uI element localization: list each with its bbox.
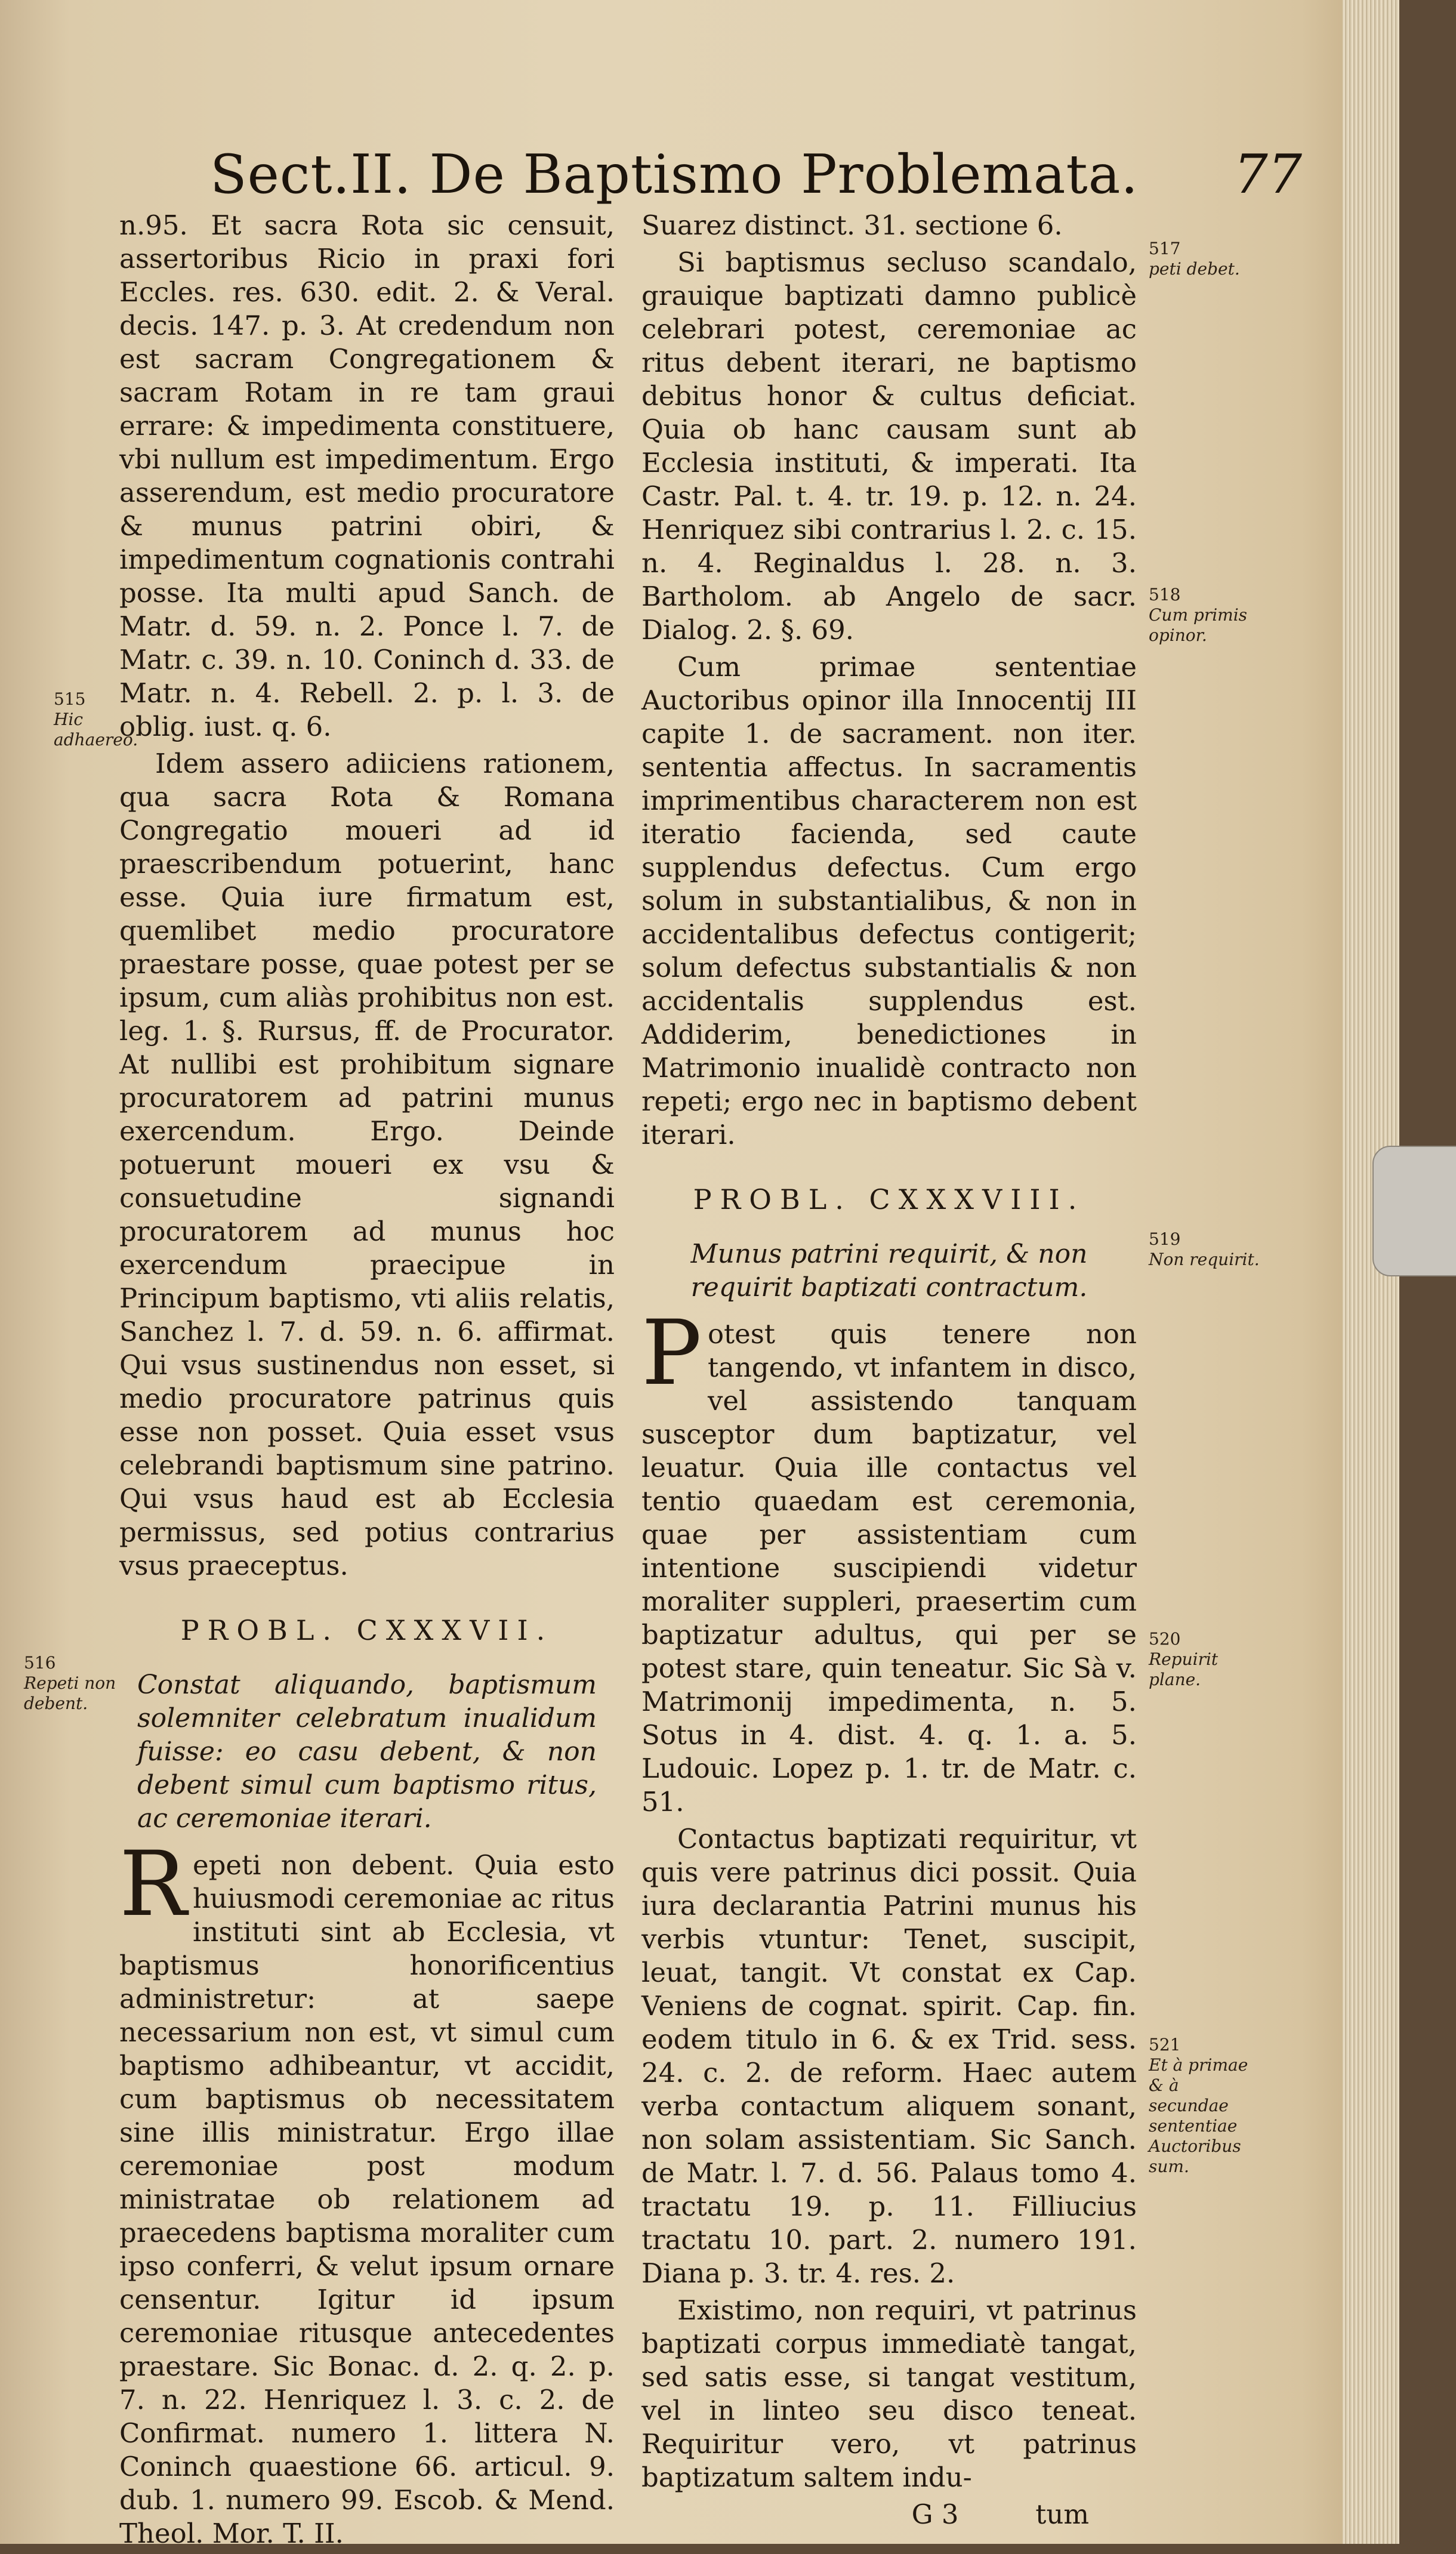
running-header <box>210 143 1338 215</box>
problem-heading: PROBL. CXXXVIII. <box>693 1183 1085 1216</box>
margin-note-516: 516 Repeti non debent. <box>24 1653 116 1713</box>
signature-mark: G 3 <box>911 2499 959 2530</box>
margin-note-517: 517 peti debet. <box>1149 239 1240 279</box>
margin-note-518: 518 Cum primis opinor. <box>1149 585 1248 645</box>
margin-note-515: 515 Hic adhaereo. <box>54 689 138 749</box>
paragraph: Existimo, non requiri, vt patrinus baptizati corpus immediatè tangat, sed satis esse, si tangat vestitum, vel in linteo seu disco teneat. Requiritur vero, vt patrinus baptizatum saltem indu- <box>641 2294 1137 2493</box>
margin-note-519: 519 Non requirit. <box>1149 1229 1260 1269</box>
catchword: tum <box>1035 2499 1089 2530</box>
page-tab <box>1372 1146 1456 1276</box>
paragraph: Si baptismus secluso scandalo, grauique baptizati damno publicè celebrari potest, ceremoniae ac ritus debent iterari, ne baptismo debitus honor & cultus deficiat. Quia ob hanc causam sunt ab Ecclesia instituti, & imperati. Ita Castr. Pal. t. 4. tr. 19. p. 12. n. 24. Henriquez sibi contrarius l. 2. c. 15. n. 4. Reginaldus l. 28. n. 3. Bartholom. ab Angelo de sacr. Dialog. 2. §. 69. <box>641 246 1137 646</box>
running-title: Sect.II. De Baptismo Problemata. <box>210 143 1139 206</box>
paragraph: Contactus baptizati requiritur, vt quis vere patrinus dici possit. Quia iura declarantia Patrini munus his verbis vtuntur: Tenet, suscipit, leuat, tangit. Vt constat ex Cap. Veniens de cognat. spirit. Cap. fin. eodem titulo in 6. & ex Trid. sess. 24. c. 2. de reform. Haec autem verba contactum aliquem sonant, non solam assistentiam. Sic Sanch. de Matr. l. 7. d. 56. Palaus tomo 4. tractatu 19. p. 11. Filliucius tractatu 10. part. 2. numero 191. Diana p. 3. tr. 4. res. 2. <box>641 1823 1137 2289</box>
paragraph: n.95. Et sacra Rota sic censuit, assertoribus Ricio in praxi fori Eccles. res. 630. edit. 2. & Veral. decis. 147. p. 3. At credendum non est sacram Congregationem & sacram Rotam in re tam graui errare: & impedimenta constituere, vbi nullum est impedimentum. Ergo asserendum, est medio procuratore & munus patrini obiri, & impedimentum cognationis contrahi posse. Ita multi apud Sanch. de Matr. d. 59. n. 2. Ponce l. 7. de Matr. c. 39. n. 10. Coninch d. 33. de Matr. n. 4. Rebell. 2. p. l. 3. de oblig. iust. q. 6. <box>119 209 615 742</box>
paragraph: Idem assero adiiciens rationem, qua sacra Rota & Romana Congregatio moueri ad id praescribendum potuerint, hanc esse. Quia iure firmatum est, quemlibet medio procuratore praestare posse, quae potest per se ipsum, cum aliàs prohibitus non est. leg. 1. §. Rursus, ff. de Procurator. At nullibi est prohibitum signare procuratorem ad patrini munus exercendum. Ergo. Deinde potuerunt moueri ex vsu & consuetudine signandi procuratorem ad munus hoc exercendum praecipue in Principum baptismo, vti aliis relatis, Sanchez l. 7. d. 59. n. 6. affirmat. Qui vsus sustinendus non esset, si medio procuratore patrinus quis esse non posset. Quia esset vsus celebrandi baptismum sine patrino. Qui vsus haud est ab Ecclesia permissus, sed potius contrarius vsus praeceptus. <box>119 748 615 1581</box>
problem-summary: Constat aliquando, baptismum solemniter celebratum inualidum fuisse: eo casu debent, & non debent simul cum baptismo ritus, ac ceremoniae iterari. <box>137 1670 597 1834</box>
problem-summary: Munus patrini requirit, & non requirit baptizati contractum. <box>690 1239 1088 1303</box>
problem-heading: PROBL. CXXXVII. <box>180 1614 554 1646</box>
left-column <box>119 209 615 2554</box>
footer-line <box>641 2498 1137 2531</box>
paragraph: Suarez distinct. 31. sectione 6. <box>641 209 1063 241</box>
paragraph: Potest quis tenere non tangendo, vt infantem in disco, vel assistendo tanquam susceptor dum baptizatur, vel leuatur. Quia ille contactus vel tentio quaedam est ceremonia, quae per assistentiam cum intentione suscipiendi videtur moraliter suppleri, praesertim cum baptizatur adultus, qui per se potest stare, quin teneatur. Sic Sà v. Matrimonij impedimenta, n. 5. Sotus in 4. dist. 4. q. 1. a. 5. Ludouic. Lopez p. 1. tr. de Matr. c. 51. <box>641 1301 1137 1818</box>
margin-note-521: 521 Et à primae & à secundae sententiae Auctoribus sum. <box>1149 2035 1248 2176</box>
page-number: 77 <box>1233 143 1302 206</box>
right-column <box>641 209 1137 2531</box>
paragraph: Repeti non debent. Quia esto huiusmodi ceremoniae ac ritus instituti sint ab Ecclesia, vt baptismus honorificentius administretur: at saepe necessarium non est, vt simul cum baptismo adhibeantur, vt accidit, cum baptismus ob necessitatem sine illis ministratur. Ergo illae ceremoniae post modum ministratae ob relationem ad praecedens baptisma moraliter cum ipso conferri, & velut ipsum ornare censentur. Igitur id ipsum ceremoniae ritusque antecedentes praestare. Sic Bonac. d. 2. q. 2. p. 7. n. 22. Henriquez l. 3. c. 2. de Confirmat. numero 1. littera N. Coninch quaestione 66. articul. 9. dub. 1. numero 99. Escob. & Mend. Theol. Mor. T. II. <box>119 1833 615 2549</box>
paragraph: Cum primae sententiae Auctoribus opinor illa Innocentij III capite 1. de sacrament. non iter. sententia affectus. In sacramentis imprimentibus characterem non est iteratio facienda, sed caute supplendus defectus. Cum ergo solum in substantialibus, & non in accidentalibus defectus contigerit; solum defectus substantialis & non accidentalis supplendus est. Addiderim, benedictiones in Matrimonio inualidè contracto non repeti; ergo nec in baptismo debent iterari. <box>641 651 1137 1150</box>
margin-note-520: 520 Repuirit plane. <box>1149 1629 1219 1689</box>
